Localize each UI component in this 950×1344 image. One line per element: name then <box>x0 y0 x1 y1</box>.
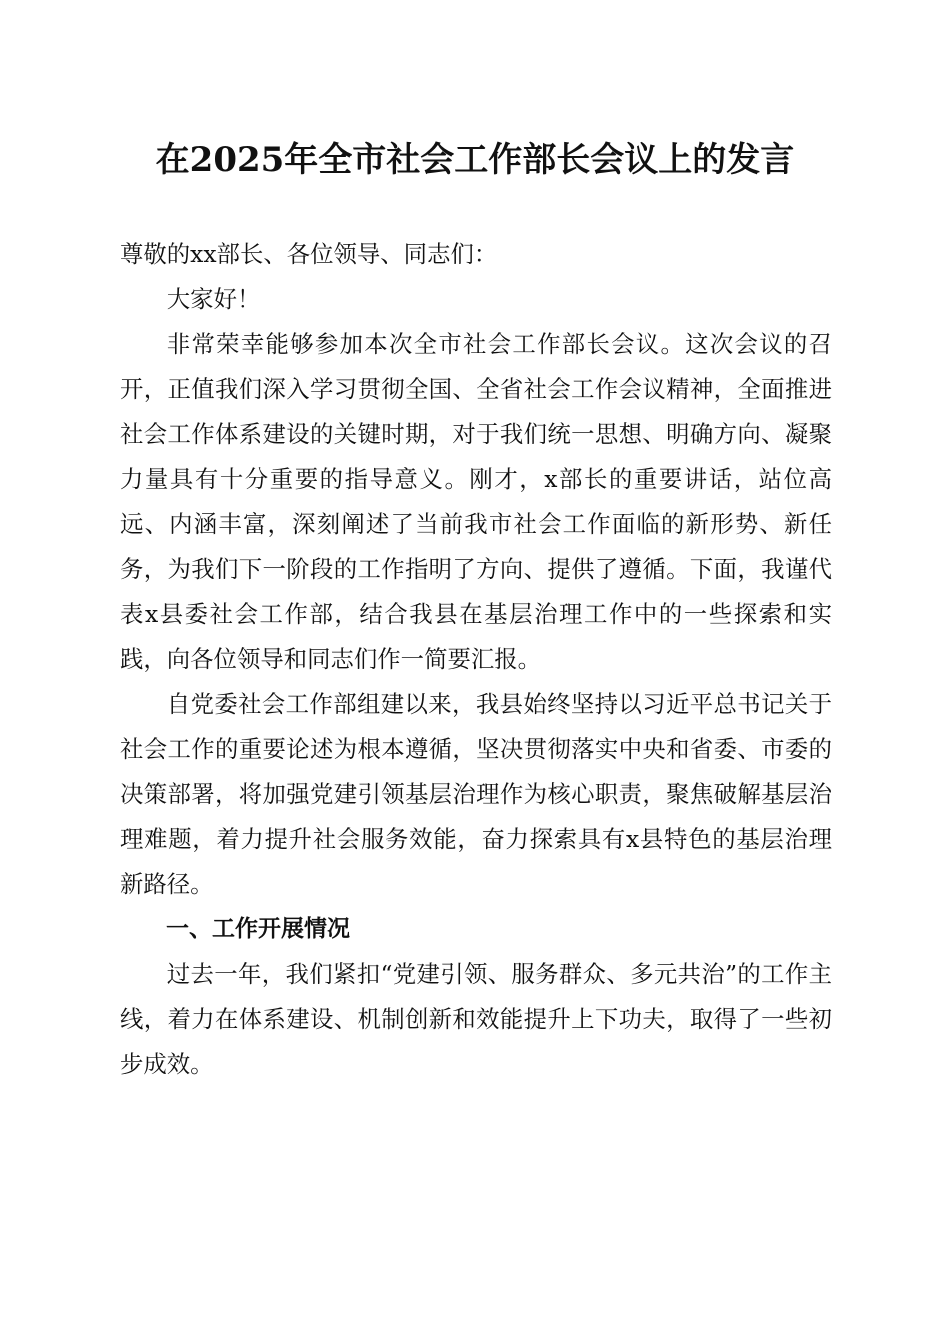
greeting: 大家好！ <box>166 285 261 313</box>
body-paragraph-1: 非常荣幸能够参加本次全市社会工作部长会议。这次会议的召开，正值我们深入学习贯彻全国、全省社会工作会议精神，全面推进社会工作体系建设的关键时期，对于我们统一思想、明确方向、凝聚力量具有十分重要的指导意义。刚才，x部长的重要讲话，站位高远、内涵丰富，深刻阐述了当前我市社会工作面临的新形势、新任务，为我们下一阶段的工作指明了方向、提供了遵循。下面，我谨代表x县委社会工作部，结合我县在基层治理工作中的一些探索和实践，向各位领导和同志们作一简要汇报。 <box>120 330 832 673</box>
section-paragraph: 过去一年，我们紧扣“党建引领、服务群众、多元共治”的工作主线，着力在体系建设、机制创新和效能提升上下功夫，取得了一些初步成效。 <box>120 960 832 1078</box>
document-body <box>120 232 832 1087</box>
salutation: 尊敬的xx部长、各位领导、同志们： <box>120 240 498 268</box>
body-paragraph-2: 自党委社会工作部组建以来，我县始终坚持以习近平总书记关于社会工作的重要论述为根本遵循，坚决贯彻落实中央和省委、市委的决策部署，将加强党建引领基层治理作为核心职责，聚焦破解基层治理难题，着力提升社会服务效能，奋力探索具有x县特色的基层治理新路径。 <box>120 690 832 898</box>
document-title: 在2025年全市社会工作部长会议上的发言 <box>155 140 795 180</box>
section-heading: 一、工作开展情况 <box>166 916 350 942</box>
